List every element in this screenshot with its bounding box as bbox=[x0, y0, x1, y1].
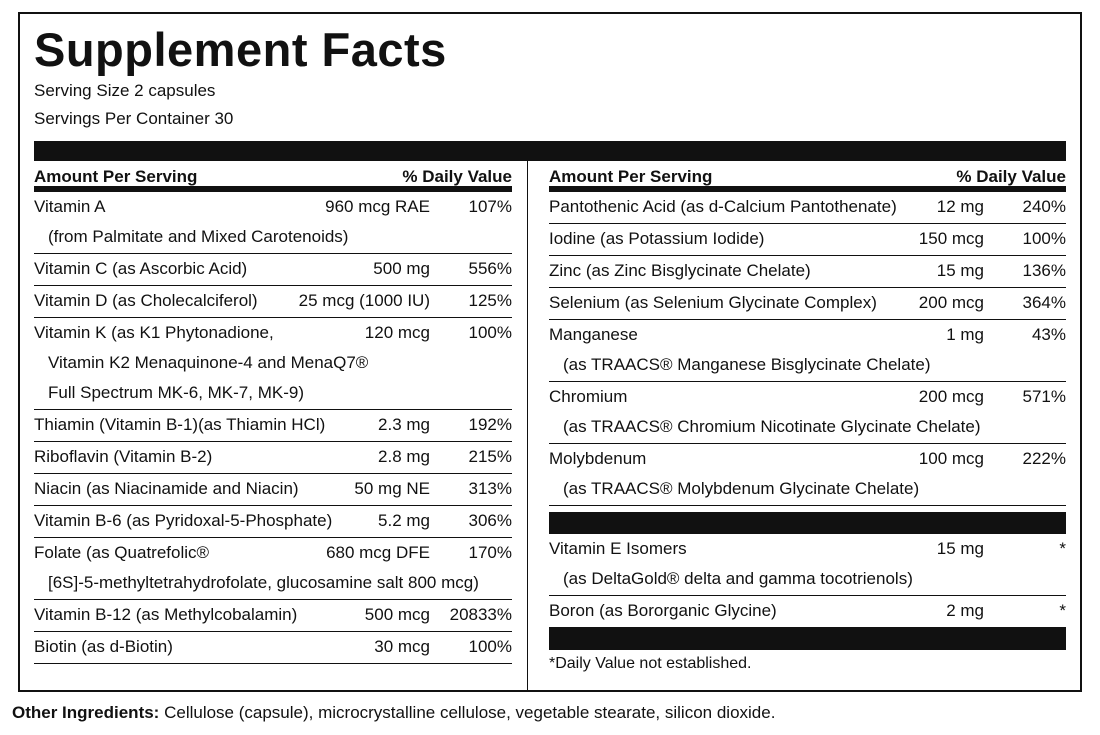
nutrient-amount: 150 mcg bbox=[918, 229, 984, 248]
nutrient-source: Full Spectrum MK-6, MK-7, MK-9) bbox=[48, 383, 304, 402]
nutrient-name: Pantothenic Acid (as d-Calcium Pantothenate) bbox=[549, 197, 897, 216]
nutrient-daily-value: 556% bbox=[468, 259, 512, 278]
nutrient-amount: 500 mg bbox=[373, 259, 430, 278]
nutrient-row bbox=[34, 632, 512, 664]
nutrient-amount: 15 mg bbox=[936, 261, 984, 280]
nutrient-amount: 100 mcg bbox=[918, 449, 984, 468]
nutrient-name: Iodine (as Potassium Iodide) bbox=[549, 229, 765, 248]
right-column bbox=[549, 161, 1066, 676]
nutrient-name: Molybdenum bbox=[549, 449, 647, 468]
nutrient-amount: 500 mcg bbox=[364, 605, 430, 624]
column-divider bbox=[527, 161, 528, 692]
nutrient-daily-value: * bbox=[1059, 539, 1066, 558]
nutrient-name: Vitamin D (as Cholecalciferol) bbox=[34, 291, 258, 310]
nutrient-row bbox=[34, 192, 512, 254]
nutrient-source: Vitamin K2 Menaquinone-4 and MenaQ7® bbox=[48, 353, 369, 372]
nutrient-row bbox=[549, 256, 1066, 288]
nutrient-daily-value: 306% bbox=[468, 511, 512, 530]
nutrient-source: [6S]-5-methyltetrahydrofolate, glucosamine salt 800 mcg) bbox=[48, 573, 479, 592]
nutrient-row bbox=[549, 320, 1066, 382]
footnote: *Daily Value not established. bbox=[549, 655, 752, 672]
nutrient-amount: 30 mcg bbox=[374, 637, 430, 656]
nutrient-daily-value: 313% bbox=[468, 479, 512, 498]
daily-value-label: % Daily Value bbox=[956, 167, 1066, 186]
daily-value-label: % Daily Value bbox=[402, 167, 512, 186]
nutrient-daily-value: 136% bbox=[1022, 261, 1066, 280]
nutrient-name: Chromium bbox=[549, 387, 628, 406]
nutrient-daily-value: 215% bbox=[468, 447, 512, 466]
right-header bbox=[549, 161, 1066, 192]
nutrient-name: Folate (as Quatrefolic® bbox=[34, 543, 210, 562]
nutrient-amount: 50 mg NE bbox=[354, 479, 430, 498]
nutrient-daily-value: 364% bbox=[1022, 293, 1066, 312]
nutrient-name: Niacin (as Niacinamide and Niacin) bbox=[34, 479, 299, 498]
nutrient-source: (as TRAACS® Molybdenum Glycinate Chelate) bbox=[563, 479, 920, 498]
nutrient-row bbox=[549, 534, 1066, 596]
nutrient-source: (from Palmitate and Mixed Carotenoids) bbox=[48, 227, 349, 246]
nutrient-row bbox=[549, 596, 1066, 628]
nutrient-source: (as TRAACS® Manganese Bisglycinate Chelate) bbox=[563, 355, 931, 374]
left-column bbox=[34, 161, 512, 664]
nutrient-source: (as TRAACS® Chromium Nicotinate Glycinate Chelate) bbox=[563, 417, 981, 436]
other-ingredients-label: Other Ingredients: bbox=[12, 703, 160, 722]
nutrient-name: Selenium (as Selenium Glycinate Complex) bbox=[549, 293, 877, 312]
nutrient-row bbox=[34, 506, 512, 538]
nutrient-daily-value: 125% bbox=[468, 291, 512, 310]
nutrient-name: Boron (as Bororganic Glycine) bbox=[549, 601, 777, 620]
nutrient-daily-value: 571% bbox=[1022, 387, 1066, 406]
nutrient-daily-value: 170% bbox=[468, 543, 512, 562]
servings-per-container: Servings Per Container 30 bbox=[34, 109, 234, 128]
nutrient-name: Biotin (as d-Biotin) bbox=[34, 637, 173, 656]
nutrient-row bbox=[34, 286, 512, 318]
nutrient-row bbox=[549, 382, 1066, 444]
nutrient-name: Vitamin B-12 (as Methylcobalamin) bbox=[34, 605, 298, 624]
nutrient-row bbox=[549, 224, 1066, 256]
amount-per-serving-label: Amount Per Serving bbox=[34, 167, 198, 186]
serving-size: Serving Size 2 capsules bbox=[34, 81, 216, 100]
nutrient-row bbox=[549, 444, 1066, 506]
nutrient-amount: 12 mg bbox=[936, 197, 984, 216]
amount-per-serving-label: Amount Per Serving bbox=[549, 167, 713, 186]
section-bar bbox=[549, 512, 1066, 534]
nutrient-row bbox=[34, 410, 512, 442]
nutrient-row bbox=[34, 318, 512, 410]
other-ingredients bbox=[12, 703, 775, 723]
nutrient-daily-value: * bbox=[1059, 601, 1066, 620]
nutrient-name: Vitamin A bbox=[34, 197, 106, 216]
nutrient-amount: 200 mcg bbox=[918, 293, 984, 312]
nutrient-row bbox=[34, 254, 512, 286]
nutrient-daily-value: 222% bbox=[1022, 449, 1066, 468]
nutrient-daily-value: 43% bbox=[1031, 325, 1066, 344]
nutrient-name: Zinc (as Zinc Bisglycinate Chelate) bbox=[549, 261, 811, 280]
nutrient-daily-value: 100% bbox=[468, 323, 512, 342]
nutrient-amount: 5.2 mg bbox=[378, 511, 430, 530]
nutrient-row bbox=[34, 600, 512, 632]
nutrient-daily-value: 100% bbox=[468, 637, 512, 656]
nutrient-name: Manganese bbox=[549, 325, 638, 344]
nutrient-name: Vitamin B-6 (as Pyridoxal-5-Phosphate) bbox=[34, 511, 333, 530]
section-bar bbox=[549, 628, 1066, 650]
nutrient-row bbox=[549, 288, 1066, 320]
nutrient-name: Vitamin K (as K1 Phytonadione, bbox=[34, 323, 274, 342]
nutrient-name: Riboflavin (Vitamin B-2) bbox=[34, 447, 213, 466]
nutrient-amount: 2 mg bbox=[946, 601, 984, 620]
nutrient-row bbox=[549, 192, 1066, 224]
nutrient-amount: 2.8 mg bbox=[378, 447, 430, 466]
nutrient-amount: 200 mcg bbox=[918, 387, 984, 406]
nutrient-row bbox=[34, 474, 512, 506]
nutrient-amount: 120 mcg bbox=[364, 323, 430, 342]
supplement-facts-panel bbox=[18, 12, 1082, 692]
nutrient-daily-value: 107% bbox=[468, 197, 512, 216]
nutrient-name: Vitamin C (as Ascorbic Acid) bbox=[34, 259, 248, 278]
top-thick-bar bbox=[34, 141, 1066, 161]
nutrient-daily-value: 20833% bbox=[449, 605, 512, 624]
nutrient-amount: 1 mg bbox=[946, 325, 984, 344]
nutrient-amount: 960 mcg RAE bbox=[325, 197, 430, 216]
panel-title: Supplement Facts bbox=[34, 23, 447, 76]
nutrient-daily-value: 100% bbox=[1022, 229, 1066, 248]
nutrient-daily-value: 192% bbox=[468, 415, 512, 434]
nutrient-amount: 2.3 mg bbox=[378, 415, 430, 434]
left-header bbox=[34, 161, 512, 192]
nutrient-amount: 15 mg bbox=[936, 539, 984, 558]
other-ingredients-text: Cellulose (capsule), microcrystalline cellulose, vegetable stearate, silicon dioxide. bbox=[159, 703, 776, 722]
nutrient-amount: 25 mcg (1000 IU) bbox=[298, 291, 430, 310]
nutrient-row bbox=[34, 442, 512, 474]
nutrient-row bbox=[34, 538, 512, 600]
nutrient-source: (as DeltaGold® delta and gamma tocotrienols) bbox=[563, 569, 913, 588]
nutrient-name: Vitamin E Isomers bbox=[549, 539, 687, 558]
nutrient-daily-value: 240% bbox=[1022, 197, 1066, 216]
nutrient-amount: 680 mcg DFE bbox=[326, 543, 430, 562]
nutrient-name: Thiamin (Vitamin B-1)(as Thiamin HCl) bbox=[34, 415, 326, 434]
